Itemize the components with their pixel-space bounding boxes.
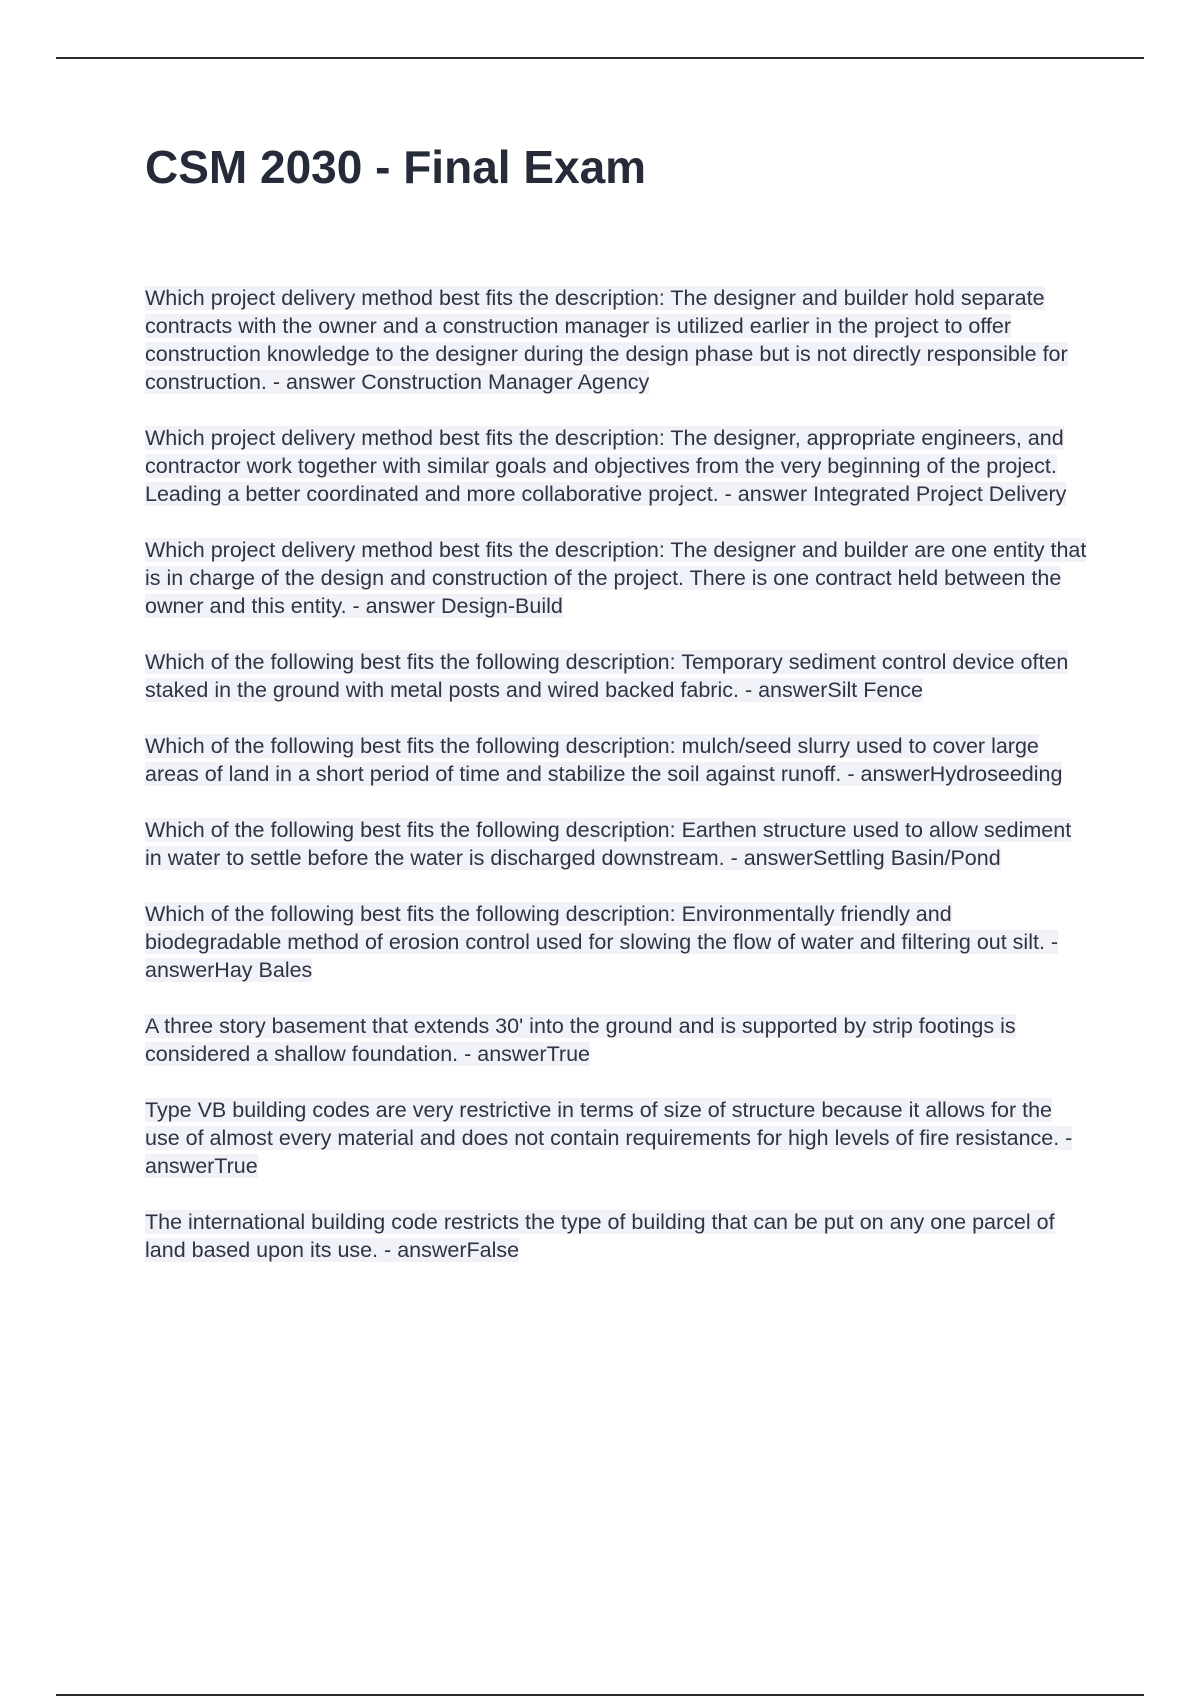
page-title: CSM 2030 - Final Exam bbox=[145, 141, 647, 193]
question-answer-text: Which of the following best fits the following description: Temporary sediment control device often staked in the ground with metal posts and wired backed fabric. - answerSilt Fence bbox=[145, 650, 1069, 702]
list-item bbox=[145, 536, 1090, 620]
list-item bbox=[145, 1096, 1090, 1180]
question-answer-text: The international building code restricts the type of building that can be put on any one parcel of land based upon its use. - answerFalse bbox=[145, 1210, 1055, 1262]
list-item bbox=[145, 1012, 1090, 1068]
bottom-divider bbox=[56, 1694, 1144, 1696]
list-item bbox=[145, 284, 1090, 396]
top-divider bbox=[56, 57, 1144, 59]
list-item bbox=[145, 648, 1090, 704]
list-item bbox=[145, 1208, 1090, 1264]
question-answer-text: Which project delivery method best fits the description: The designer, appropriate engineers, and contractor work together with similar goals and objectives from the very beginning of the project. Leading a better coordinated and more collaborative project. - answer Integrated Project Delivery bbox=[145, 426, 1067, 506]
question-answer-text: Which of the following best fits the following description: Earthen structure used to allow sediment in water to settle before the water is discharged downstream. - answerSettling Basin/Pond bbox=[145, 818, 1072, 870]
list-item bbox=[145, 424, 1090, 508]
question-answer-text: Which project delivery method best fits the description: The designer and builder hold separate contracts with the owner and a construction manager is utilized earlier in the project to offer construction knowledge to the designer during the design phase but is not directly responsible for construction. - answer Construction Manager Agency bbox=[145, 286, 1068, 394]
question-answer-text: A three story basement that extends 30' into the ground and is supported by strip footings is considered a shallow foundation. - answerTrue bbox=[145, 1014, 1016, 1066]
question-answer-text: Type VB building codes are very restrictive in terms of size of structure because it allows for the use of almost every material and does not contain requirements for high levels of fire resistance. - answerTrue bbox=[145, 1098, 1073, 1178]
list-item bbox=[145, 816, 1090, 872]
question-answer-text: Which of the following best fits the following description: Environmentally friendly and biodegradable method of erosion control used for slowing the flow of water and filtering out silt. - answerHay Bales bbox=[145, 902, 1059, 982]
question-answer-text: Which project delivery method best fits the description: The designer and builder are one entity that is in charge of the design and construction of the project. There is one contract held between the owner and this entity. - answer Design-Build bbox=[145, 538, 1087, 618]
question-answer-text: Which of the following best fits the following description: mulch/seed slurry used to cover large areas of land in a short period of time and stabilize the soil against runoff. - answerHydroseeding bbox=[145, 734, 1063, 786]
list-item bbox=[145, 900, 1090, 984]
list-item bbox=[145, 732, 1090, 788]
question-answer-list bbox=[145, 284, 1090, 1292]
